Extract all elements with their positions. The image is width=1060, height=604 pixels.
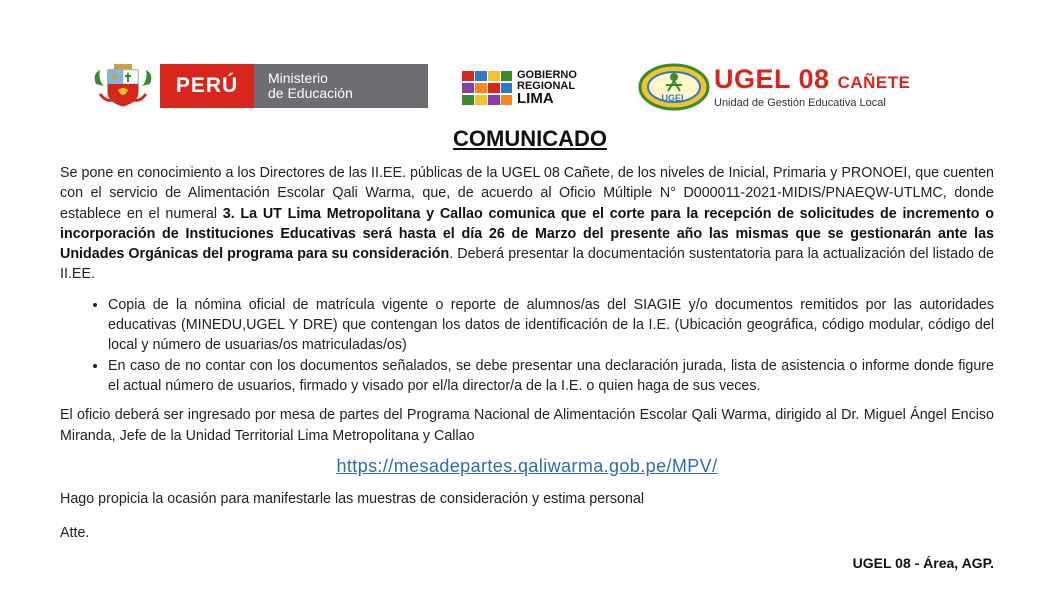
- intro-bold-text: 3. La UT Lima Metropolitana y Callao comunica que el corte para la recepción de solicitudes de incremento o incorporación de Instituciones Educativas será hasta el día 26 de Marzo del presente año las mismas que se gestionarán ante las Unidades Orgánicas del programa para su consideración: [60, 205, 994, 263]
- document-title: COMUNICADO: [453, 126, 607, 151]
- minedu-line-2: de Educación: [268, 85, 353, 101]
- link-container: [60, 456, 994, 478]
- mesa-de-partes-link[interactable]: https://mesadepartes.qaliwarma.gob.pe/MPV/: [336, 455, 718, 476]
- intro-text-1: Se pone en conocimiento a los Directores de las II.EE. públicas de la UGEL 08 Cañete, de los niveles de Inicial, Primaria y PRONOEI, que cuenten con el servicio de Alimentación Escolar Qali Warma, que, de acuerdo al Oficio Múltiple N° D000011-2021-MIDIS/PNAEQW-UTLMC, donde establece en el numeral: [60, 165, 994, 222]
- ugel-subtitle: Unidad de Gestión Educativa Local: [714, 97, 886, 109]
- gore-text: [517, 70, 577, 106]
- ugel-badge-icon: [638, 63, 710, 111]
- ugel-title: [714, 65, 910, 97]
- gore-line-2: REGIONAL: [517, 80, 576, 92]
- ugel-badge-text: UGEL: [661, 93, 687, 103]
- ugel-08-logo: [638, 62, 910, 112]
- closing-paragraph: Hago propicia la ocasión para manifestarle las muestras de consideración y estima personal: [60, 491, 645, 508]
- gore-line-3: LIMA: [517, 90, 554, 107]
- atte-text: Atte.: [60, 525, 90, 542]
- peru-coat-of-arms-icon: [92, 64, 154, 108]
- gore-lima-mark-icon: [462, 71, 512, 105]
- ugel-title-main: UGEL 08: [714, 64, 830, 94]
- minedu-logo: [160, 64, 428, 108]
- gobierno-regional-lima-logo: [462, 68, 577, 108]
- list-item: • Copia de la nómina oficial de matrícula vigente o reporte de alumnos/as del SIAGIE y/o documentos remitidos por las autoridades educativas (MINEDU,UGEL Y DRE) que contengan los datos de identificación de la I.E. (Ubicación geográfica, código modular, código del local y número de usuarias/os matriculadas/os): [108, 295, 994, 356]
- intro-paragraph: [60, 163, 994, 285]
- gore-line-1: GOBIERNO: [517, 69, 577, 81]
- requirements-list: [60, 295, 994, 396]
- ugel-title-suffix: CAÑETE: [837, 73, 911, 92]
- oficio-paragraph: El oficio deberá ser ingresado por mesa de partes del Programa Nacional de Alimentación Escolar Qali Warma, dirigido al Dr. Miguel Ángel Enciso Miranda, Jefe de la Unidad Territorial Lima Metropolitana y Callao: [60, 407, 994, 444]
- header-logos: [90, 62, 950, 112]
- minedu-label: [254, 64, 428, 108]
- peru-label: PERÚ: [160, 64, 254, 108]
- minedu-line-1: Ministerio: [268, 70, 328, 86]
- intro-text-2: . Deberá presentar la documentación sustentatoria para la actualización del listado de II.EE.: [60, 246, 994, 283]
- document-body: [60, 163, 994, 544]
- signature: UGEL 08 - Área, AGP.: [852, 555, 994, 571]
- ugel-text: [714, 65, 910, 109]
- list-item: • En caso de no contar con los documentos señalados, se debe presentar una declaración jurada, lista de asistencia o informe donde figure el actual número de usuarios, firmado y visado por el/la director/a de la I.E. o quien haga de sus veces.: [108, 356, 994, 397]
